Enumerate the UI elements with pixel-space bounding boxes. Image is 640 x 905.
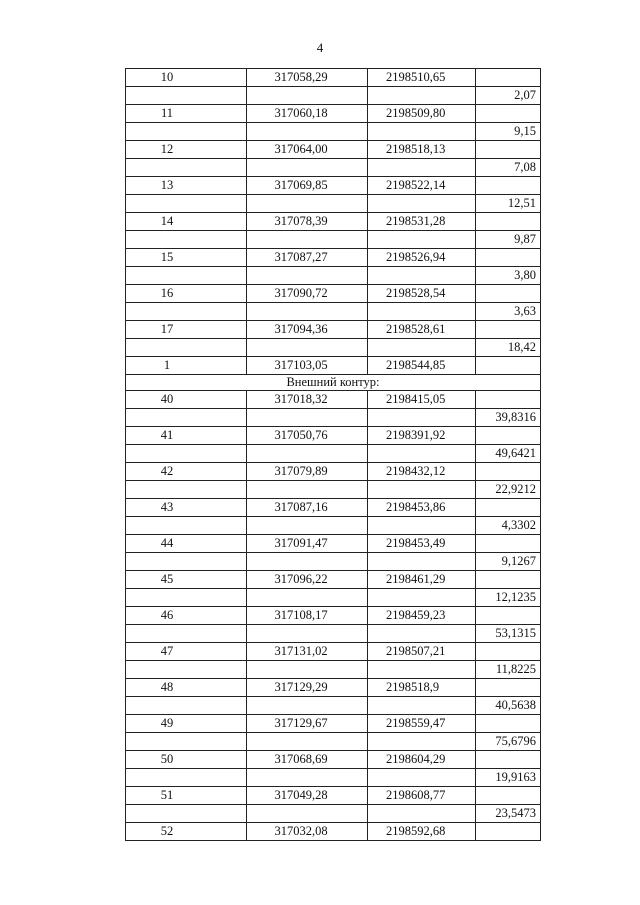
segment-blank-cell <box>247 159 368 177</box>
segment-blank-cell <box>247 339 368 357</box>
segment-row <box>126 445 541 463</box>
segment-blank-cell <box>247 805 368 823</box>
y-coordinate: 2198518,9 <box>368 679 476 697</box>
point-number: 47 <box>126 643 247 661</box>
point-number: 15 <box>126 249 247 267</box>
point-number: 51 <box>126 787 247 805</box>
point-row <box>126 105 541 123</box>
segment-row <box>126 123 541 141</box>
segment-blank-cell <box>247 87 368 105</box>
segment-row <box>126 733 541 751</box>
length-cell-empty <box>476 607 541 625</box>
y-coordinate: 2198528,54 <box>368 285 476 303</box>
point-row <box>126 391 541 409</box>
segment-blank-cell <box>126 267 247 285</box>
point-number: 44 <box>126 535 247 553</box>
segment-blank-cell <box>126 445 247 463</box>
x-coordinate: 317108,17 <box>247 607 368 625</box>
point-number: 49 <box>126 715 247 733</box>
point-row <box>126 535 541 553</box>
segment-row <box>126 625 541 643</box>
segment-blank-cell <box>368 625 476 643</box>
segment-row <box>126 303 541 321</box>
point-row <box>126 715 541 733</box>
y-coordinate: 2198507,21 <box>368 643 476 661</box>
x-coordinate: 317068,69 <box>247 751 368 769</box>
segment-blank-cell <box>126 159 247 177</box>
point-row <box>126 571 541 589</box>
segment-blank-cell <box>247 481 368 499</box>
segment-blank-cell <box>126 231 247 249</box>
segment-row <box>126 195 541 213</box>
segment-blank-cell <box>247 445 368 463</box>
length-cell-empty <box>476 357 541 375</box>
x-coordinate: 317091,47 <box>247 535 368 553</box>
segment-row <box>126 769 541 787</box>
segment-blank-cell <box>126 589 247 607</box>
point-number: 52 <box>126 823 247 841</box>
segment-length: 18,42 <box>476 339 541 357</box>
segment-blank-cell <box>126 409 247 427</box>
x-coordinate: 317049,28 <box>247 787 368 805</box>
y-coordinate: 2198510,65 <box>368 69 476 87</box>
segment-blank-cell <box>368 339 476 357</box>
segment-blank-cell <box>368 87 476 105</box>
segment-length: 49,6421 <box>476 445 541 463</box>
segment-length: 2,07 <box>476 87 541 105</box>
length-cell-empty <box>476 679 541 697</box>
segment-blank-cell <box>368 409 476 427</box>
segment-blank-cell <box>247 553 368 571</box>
y-coordinate: 2198432,12 <box>368 463 476 481</box>
length-cell-empty <box>476 141 541 159</box>
segment-blank-cell <box>126 805 247 823</box>
segment-blank-cell <box>368 231 476 249</box>
y-coordinate: 2198453,86 <box>368 499 476 517</box>
y-coordinate: 2198461,29 <box>368 571 476 589</box>
segment-blank-cell <box>368 553 476 571</box>
segment-row <box>126 409 541 427</box>
length-cell-empty <box>476 643 541 661</box>
segment-length: 22,9212 <box>476 481 541 499</box>
length-cell-empty <box>476 427 541 445</box>
segment-blank-cell <box>368 805 476 823</box>
segment-blank-cell <box>368 589 476 607</box>
segment-blank-cell <box>126 553 247 571</box>
length-cell-empty <box>476 249 541 267</box>
segment-length: 23,5473 <box>476 805 541 823</box>
point-number: 50 <box>126 751 247 769</box>
x-coordinate: 317060,18 <box>247 105 368 123</box>
segment-blank-cell <box>247 697 368 715</box>
x-coordinate: 317018,32 <box>247 391 368 409</box>
length-cell-empty <box>476 787 541 805</box>
length-cell-empty <box>476 499 541 517</box>
length-cell-empty <box>476 751 541 769</box>
x-coordinate: 317078,39 <box>247 213 368 231</box>
segment-length: 7,08 <box>476 159 541 177</box>
coordinates-table <box>125 68 541 841</box>
x-coordinate: 317096,22 <box>247 571 368 589</box>
x-coordinate: 317087,27 <box>247 249 368 267</box>
inner-contour-rows <box>126 69 541 375</box>
x-coordinate: 317094,36 <box>247 321 368 339</box>
segment-length: 40,5638 <box>476 697 541 715</box>
segment-length: 9,1267 <box>476 553 541 571</box>
segment-blank-cell <box>368 195 476 213</box>
length-cell-empty <box>476 715 541 733</box>
segment-blank-cell <box>368 517 476 535</box>
point-row <box>126 249 541 267</box>
segment-length: 75,6796 <box>476 733 541 751</box>
segment-blank-cell <box>247 409 368 427</box>
segment-blank-cell <box>247 661 368 679</box>
length-cell-empty <box>476 391 541 409</box>
y-coordinate: 2198592,68 <box>368 823 476 841</box>
x-coordinate: 317032,08 <box>247 823 368 841</box>
segment-blank-cell <box>247 123 368 141</box>
segment-length: 39,8316 <box>476 409 541 427</box>
segment-blank-cell <box>126 661 247 679</box>
segment-row <box>126 339 541 357</box>
section-header <box>126 375 541 391</box>
segment-blank-cell <box>247 589 368 607</box>
segment-blank-cell <box>247 769 368 787</box>
y-coordinate: 2198522,14 <box>368 177 476 195</box>
x-coordinate: 317064,00 <box>247 141 368 159</box>
segment-blank-cell <box>368 159 476 177</box>
length-cell-empty <box>476 571 541 589</box>
length-cell-empty <box>476 213 541 231</box>
segment-blank-cell <box>126 123 247 141</box>
point-number: 40 <box>126 391 247 409</box>
point-number: 14 <box>126 213 247 231</box>
segment-blank-cell <box>247 195 368 213</box>
segment-blank-cell <box>126 481 247 499</box>
segment-length: 11,8225 <box>476 661 541 679</box>
segment-blank-cell <box>126 195 247 213</box>
segment-blank-cell <box>368 481 476 499</box>
segment-blank-cell <box>126 87 247 105</box>
x-coordinate: 317129,67 <box>247 715 368 733</box>
segment-blank-cell <box>247 625 368 643</box>
point-row <box>126 499 541 517</box>
segment-length: 9,15 <box>476 123 541 141</box>
point-number: 45 <box>126 571 247 589</box>
point-number: 1 <box>126 357 247 375</box>
segment-blank-cell <box>126 733 247 751</box>
x-coordinate: 317090,72 <box>247 285 368 303</box>
segment-row <box>126 231 541 249</box>
segment-blank-cell <box>126 697 247 715</box>
segment-blank-cell <box>368 733 476 751</box>
point-number: 11 <box>126 105 247 123</box>
y-coordinate: 2198526,94 <box>368 249 476 267</box>
segment-length: 3,80 <box>476 267 541 285</box>
segment-length: 12,51 <box>476 195 541 213</box>
y-coordinate: 2198518,13 <box>368 141 476 159</box>
point-number: 48 <box>126 679 247 697</box>
segment-length: 12,1235 <box>476 589 541 607</box>
y-coordinate: 2198391,92 <box>368 427 476 445</box>
x-coordinate: 317069,85 <box>247 177 368 195</box>
point-row <box>126 427 541 445</box>
y-coordinate: 2198509,80 <box>368 105 476 123</box>
segment-blank-cell <box>247 733 368 751</box>
segment-blank-cell <box>368 697 476 715</box>
segment-blank-cell <box>126 303 247 321</box>
segment-blank-cell <box>368 769 476 787</box>
segment-blank-cell <box>126 769 247 787</box>
y-coordinate: 2198531,28 <box>368 213 476 231</box>
segment-row <box>126 87 541 105</box>
segment-blank-cell <box>368 303 476 321</box>
segment-row <box>126 805 541 823</box>
point-row <box>126 607 541 625</box>
segment-row <box>126 517 541 535</box>
point-row <box>126 285 541 303</box>
section-row <box>126 375 541 391</box>
point-number: 10 <box>126 69 247 87</box>
y-coordinate: 2198604,29 <box>368 751 476 769</box>
point-row <box>126 787 541 805</box>
y-coordinate: 2198544,85 <box>368 357 476 375</box>
segment-blank-cell <box>126 625 247 643</box>
point-number: 13 <box>126 177 247 195</box>
point-number: 43 <box>126 499 247 517</box>
point-number: 17 <box>126 321 247 339</box>
segment-length: 9,87 <box>476 231 541 249</box>
segment-length: 3,63 <box>476 303 541 321</box>
segment-length: 19,9163 <box>476 769 541 787</box>
point-row <box>126 643 541 661</box>
length-cell-empty <box>476 823 541 841</box>
y-coordinate: 2198415,05 <box>368 391 476 409</box>
length-cell-empty <box>476 321 541 339</box>
point-row <box>126 751 541 769</box>
segment-blank-cell <box>368 661 476 679</box>
segment-row <box>126 267 541 285</box>
y-coordinate: 2198459,23 <box>368 607 476 625</box>
x-coordinate: 317079,89 <box>247 463 368 481</box>
outer-contour-rows <box>126 391 541 841</box>
x-coordinate: 317129,29 <box>247 679 368 697</box>
length-cell-empty <box>476 285 541 303</box>
point-number: 46 <box>126 607 247 625</box>
segment-blank-cell <box>368 445 476 463</box>
segment-row <box>126 661 541 679</box>
length-cell-empty <box>476 177 541 195</box>
x-coordinate: 317103,05 <box>247 357 368 375</box>
point-number: 41 <box>126 427 247 445</box>
page-number: 4 <box>316 40 324 55</box>
segment-blank-cell <box>247 303 368 321</box>
segment-blank-cell <box>247 267 368 285</box>
x-coordinate: 317087,16 <box>247 499 368 517</box>
segment-blank-cell <box>368 267 476 285</box>
segment-row <box>126 553 541 571</box>
length-cell-empty <box>476 105 541 123</box>
point-number: 16 <box>126 285 247 303</box>
point-row <box>126 213 541 231</box>
segment-row <box>126 481 541 499</box>
point-row <box>126 321 541 339</box>
x-coordinate: 317131,02 <box>247 643 368 661</box>
segment-row <box>126 697 541 715</box>
segment-blank-cell <box>247 231 368 249</box>
point-row <box>126 357 541 375</box>
point-row <box>126 823 541 841</box>
y-coordinate: 2198608,77 <box>368 787 476 805</box>
y-coordinate: 2198453,49 <box>368 535 476 553</box>
x-coordinate: 317058,29 <box>247 69 368 87</box>
length-cell-empty <box>476 69 541 87</box>
segment-length: 53,1315 <box>476 625 541 643</box>
segment-blank-cell <box>126 339 247 357</box>
y-coordinate: 2198528,61 <box>368 321 476 339</box>
point-number: 12 <box>126 141 247 159</box>
length-cell-empty <box>476 463 541 481</box>
section-label: Внешний контур: <box>126 375 541 391</box>
point-row <box>126 679 541 697</box>
segment-row <box>126 159 541 177</box>
point-row <box>126 69 541 87</box>
length-cell-empty <box>476 535 541 553</box>
point-row <box>126 141 541 159</box>
segment-length: 4,3302 <box>476 517 541 535</box>
segment-blank-cell <box>126 517 247 535</box>
segment-blank-cell <box>368 123 476 141</box>
x-coordinate: 317050,76 <box>247 427 368 445</box>
point-number: 42 <box>126 463 247 481</box>
y-coordinate: 2198559,47 <box>368 715 476 733</box>
segment-row <box>126 589 541 607</box>
segment-blank-cell <box>247 517 368 535</box>
point-row <box>126 463 541 481</box>
point-row <box>126 177 541 195</box>
